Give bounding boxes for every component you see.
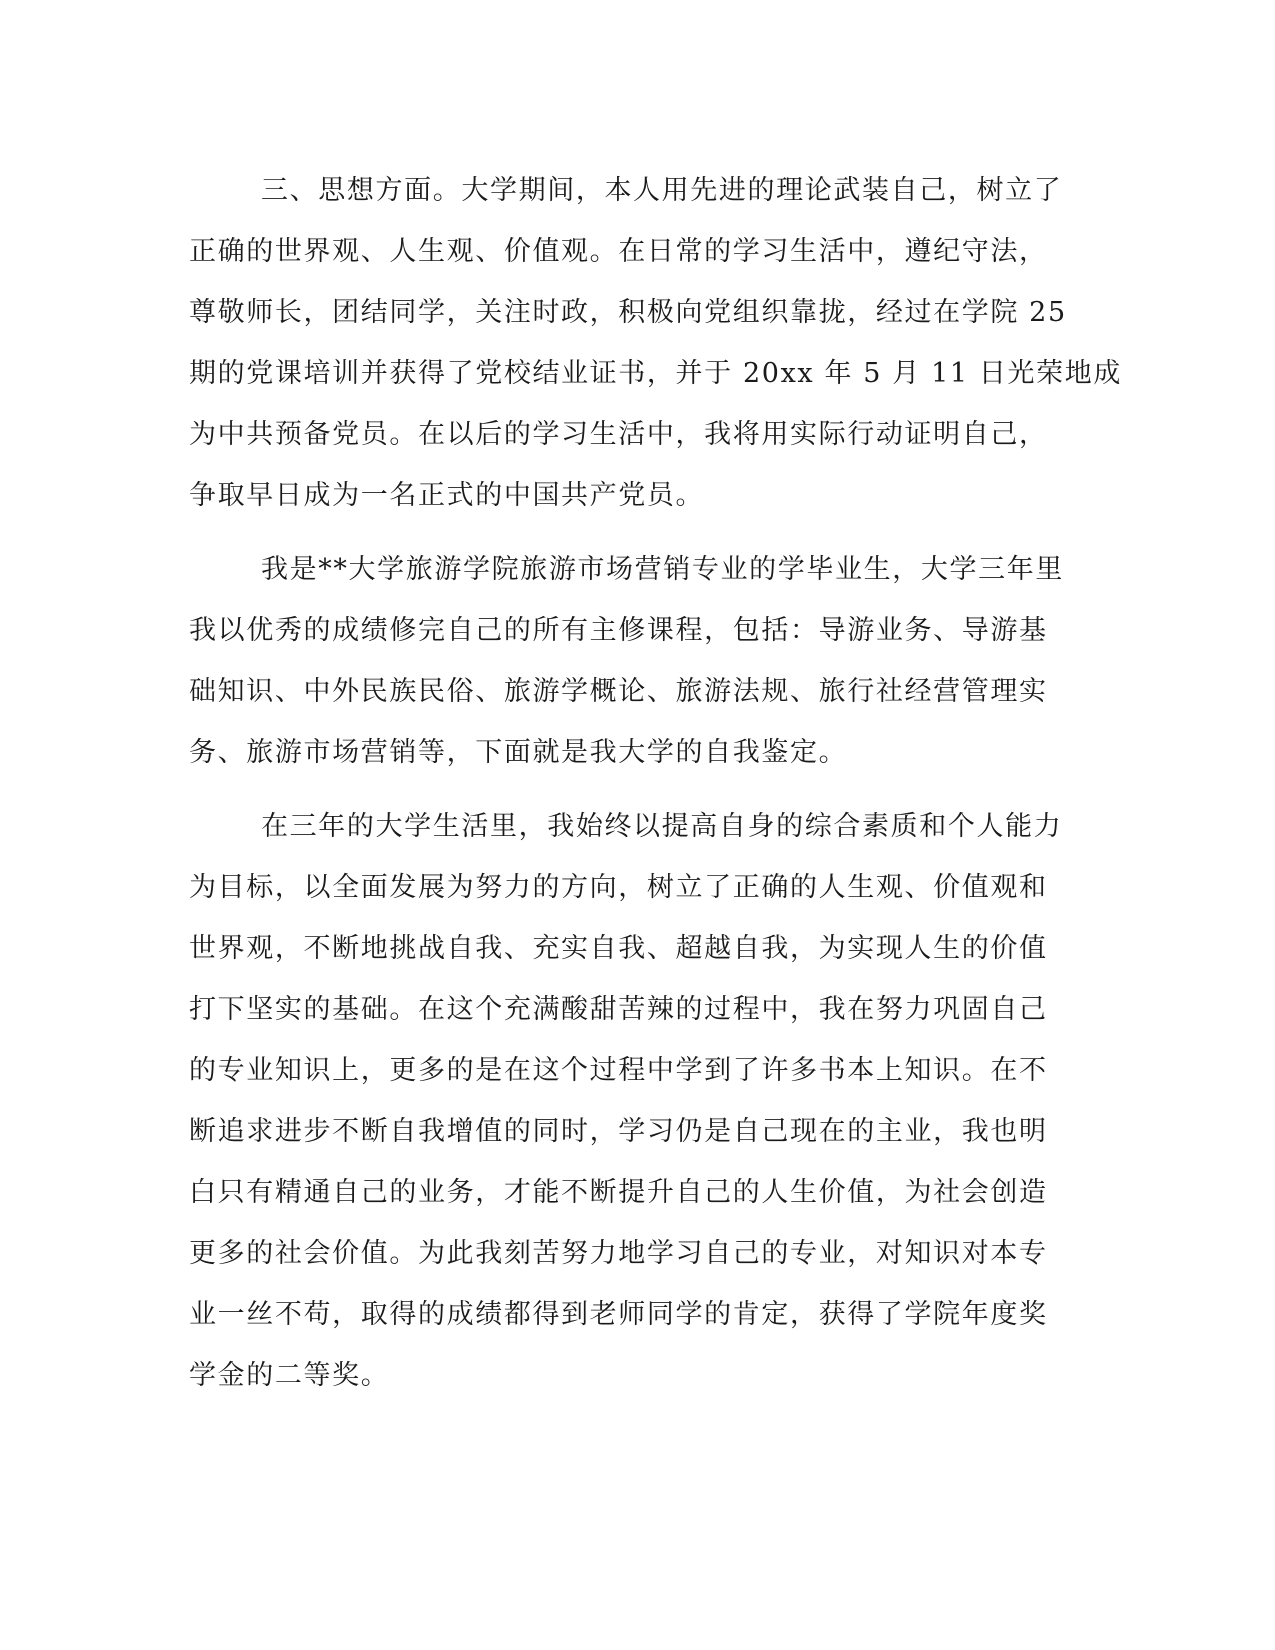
paragraph-line: 为目标，以全面发展为努力的方向，树立了正确的人生观、价值观和 bbox=[189, 872, 1048, 903]
paragraph-line: 白只有精通自己的业务，才能不断提升自己的人生价值，为社会创造 bbox=[189, 1177, 1048, 1208]
paragraph-line: 尊敬师长，团结同学，关注时政，积极向党组织靠拢，经过在学院 25 bbox=[189, 297, 1067, 328]
paragraph-line: 我以优秀的成绩修完自己的所有主修课程，包括：导游业务、导游基 bbox=[189, 615, 1048, 646]
paragraph-line: 世界观，不断地挑战自我、充实自我、超越自我，为实现人生的价值 bbox=[189, 933, 1048, 964]
paragraph-line: 争取早日成为一名正式的中国共产党员。 bbox=[189, 480, 705, 511]
paragraph-university-life bbox=[189, 796, 1086, 1406]
paragraph-line: 更多的社会价值。为此我刻苦努力地学习自己的专业，对知识对本专 bbox=[189, 1238, 1048, 1269]
paragraph-line: 为中共预备党员。在以后的学习生活中，我将用实际行动证明自己， bbox=[189, 419, 1048, 450]
paragraph-line: 的专业知识上，更多的是在这个过程中学到了许多书本上知识。在不 bbox=[189, 1055, 1048, 1086]
paragraph-line: 正确的世界观、人生观、价值观。在日常的学习生活中，遵纪守法， bbox=[189, 236, 1048, 267]
paragraph-line: 断追求进步不断自我增值的同时，学习仍是自己现在的主业，我也明 bbox=[189, 1116, 1048, 1147]
paragraph-introduction bbox=[189, 539, 1086, 783]
paragraph-line: 业一丝不苟，取得的成绩都得到老师同学的肯定，获得了学院年度奖 bbox=[189, 1299, 1048, 1330]
document-body bbox=[189, 160, 1123, 1419]
paragraph-line: 学金的二等奖。 bbox=[189, 1360, 390, 1391]
paragraph-line: 打下坚实的基础。在这个充满酸甜苦辣的过程中，我在努力巩固自己 bbox=[189, 994, 1048, 1025]
paragraph-ideology bbox=[189, 160, 1123, 526]
paragraph-line: 我是**大学旅游学院旅游市场营销专业的学毕业生，大学三年里 bbox=[261, 554, 1064, 585]
paragraph-line: 在三年的大学生活里，我始终以提高自身的综合素质和个人能力 bbox=[261, 811, 1063, 842]
paragraph-line: 期的党课培训并获得了党校结业证书，并于 20xx 年 5 月 11 日光荣地成 bbox=[189, 358, 1123, 389]
paragraph-line: 务、旅游市场营销等，下面就是我大学的自我鉴定。 bbox=[189, 737, 848, 768]
paragraph-line: 础知识、中外民族民俗、旅游学概论、旅游法规、旅行社经营管理实 bbox=[189, 676, 1048, 707]
paragraph-line: 三、思想方面。大学期间，本人用先进的理论武装自己，树立了 bbox=[261, 175, 1063, 206]
